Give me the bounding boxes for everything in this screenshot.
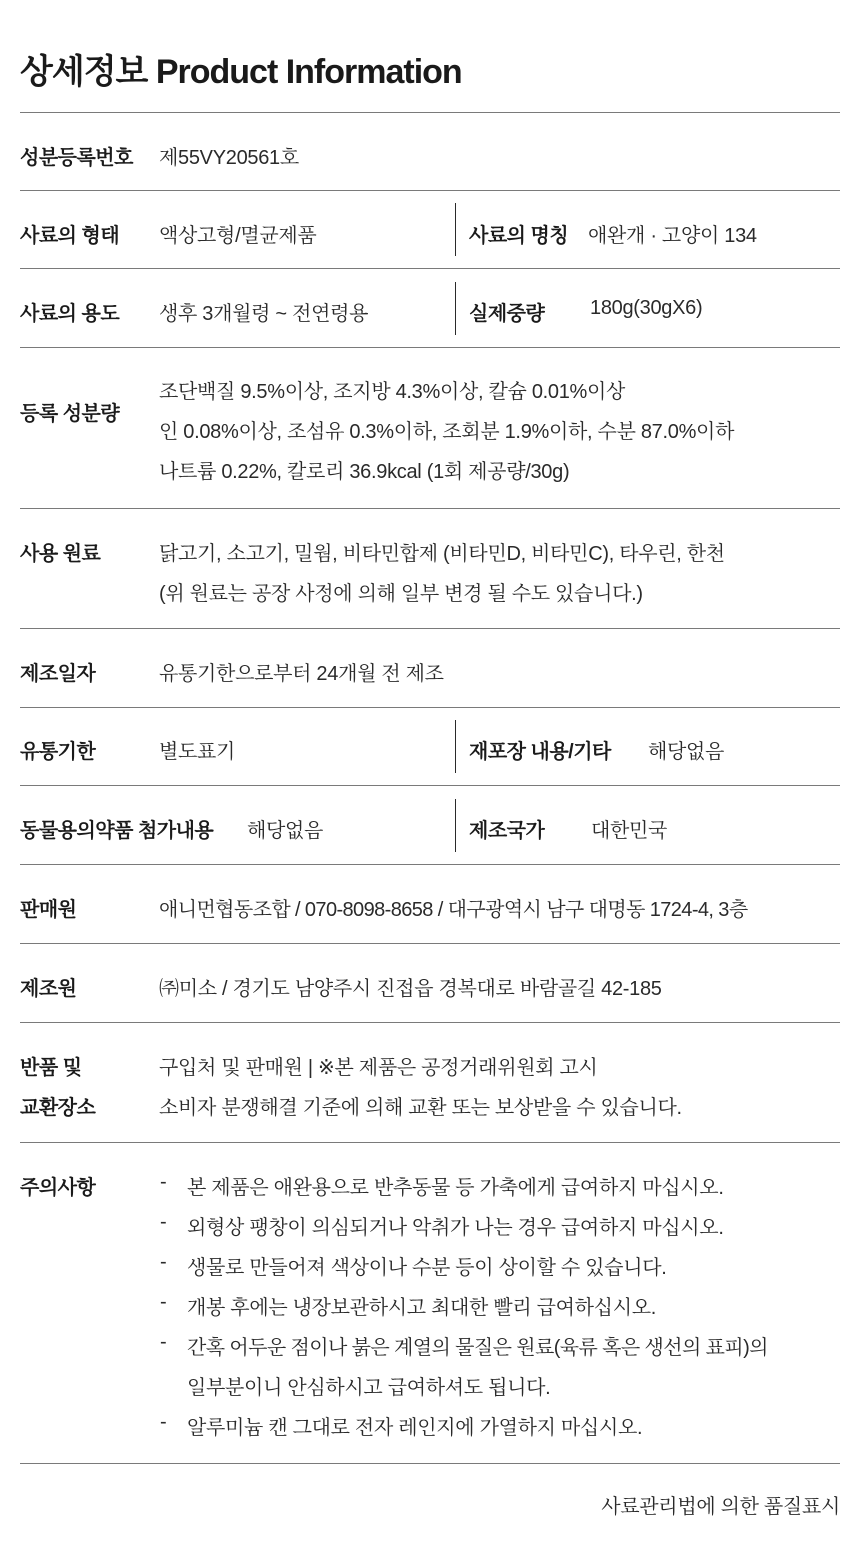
divider [20,1463,840,1464]
return-place-label: 교환장소 [20,1097,96,1119]
vet-drug-label: 동물용의약품 첨가내용 [20,820,214,842]
column-divider [455,282,456,335]
divider [20,347,840,348]
caution-item: 알루미늄 캔 그대로 전자 레인지에 가열하지 마십시오. [187,1417,643,1439]
divider [20,268,840,269]
feed-name-value: 애완개 · 고양이 134 [588,225,757,247]
registration-label: 성분등록번호 [20,147,133,169]
divider [20,785,840,786]
return-place-line: 소비자 분쟁해결 기준에 의해 교환 또는 보상받을 수 있습니다. [159,1097,682,1119]
net-weight-label: 실제중량 [469,303,545,325]
manufacture-date-label: 제조일자 [20,663,96,685]
registration-value: 제55VY20561호 [159,147,299,169]
expiry-label: 유통기한 [20,741,96,763]
divider [20,628,840,629]
country-label: 제조국가 [469,820,545,842]
divider [20,1142,840,1143]
divider [20,1022,840,1023]
return-place-label: 반품 및 [20,1057,82,1079]
raw-materials-line: (위 원료는 공장 사정에 의해 일부 변경 될 수도 있습니다.) [159,583,643,605]
bullet-dash: - [160,1291,167,1313]
feed-form-value: 액상고형/멸균제품 [159,225,317,247]
ingredients-amount-line: 조단백질 9.5%이상, 조지방 4.3%이상, 칼슘 0.01%이상 [159,381,626,403]
vet-drug-value: 해당없음 [247,820,324,842]
expiry-value: 별도표기 [159,741,236,763]
feed-usage-value: 생후 3개월령 ~ 전연령용 [159,303,369,325]
divider [20,112,840,113]
bullet-dash: - [160,1251,167,1273]
caution-item: 개봉 후에는 냉장보관하시고 최대한 빨리 급여하십시오. [187,1297,656,1319]
manufacturer-value: ㈜미소 / 경기도 남양주시 진접읍 경복대로 바람골길 42-185 [159,978,662,1000]
cautions-label: 주의사항 [20,1177,96,1199]
ingredients-amount-line: 나트륨 0.22%, 칼로리 36.9kcal (1회 제공량/30g) [159,461,570,483]
divider [20,190,840,191]
quality-label-footer: 사료관리법에 의한 품질표시 [601,1496,840,1518]
column-divider [455,799,456,852]
divider [20,508,840,509]
caution-item: 외형상 팽창이 의심되거나 악취가 나는 경우 급여하지 마십시오. [187,1217,724,1239]
divider [20,707,840,708]
column-divider [455,203,456,256]
bullet-dash: - [160,1411,167,1433]
net-weight-value: 180g(30gX6) [590,297,703,319]
caution-item-continuation: 일부분이니 안심하시고 급여하셔도 됩니다. [187,1377,551,1399]
return-place-line: 구입처 및 판매원 | ※본 제품은 공정거래위원회 고시 [159,1057,598,1079]
country-value: 대한민국 [591,820,668,842]
bullet-dash: - [160,1171,167,1193]
divider [20,943,840,944]
repackaging-value: 해당없음 [648,741,725,763]
raw-materials-line: 닭고기, 소고기, 밀웜, 비타민합제 (비타민D, 비타민C), 타우린, 한천 [159,543,725,565]
feed-usage-label: 사료의 용도 [20,303,120,325]
bullet-dash: - [160,1331,167,1353]
manufacturer-label: 제조원 [20,978,77,1000]
raw-materials-label: 사용 원료 [20,543,101,565]
feed-name-label: 사료의 명칭 [469,225,569,247]
manufacture-date-value: 유통기한으로부터 24개월 전 제조 [159,663,444,685]
seller-label: 판매원 [20,899,77,921]
caution-item: 간혹 어두운 점이나 붉은 계열의 물질은 원료(육류 혹은 생선의 표피)의 [187,1337,768,1359]
caution-item: 생물로 만들어져 색상이나 수분 등이 상이할 수 있습니다. [187,1257,667,1279]
page-title: 상세정보 Product Information [20,53,462,91]
bullet-dash: - [160,1211,167,1233]
divider [20,864,840,865]
seller-value: 애니먼협동조합 / 070-8098-8658 / 대구광역시 남구 대명동 1724-4, 3층 [159,899,748,921]
caution-item: 본 제품은 애완용으로 반추동물 등 가축에게 급여하지 마십시오. [187,1177,724,1199]
ingredients-amount-line: 인 0.08%이상, 조섬유 0.3%이하, 조회분 1.9%이하, 수분 87.0%이하 [159,421,735,443]
ingredients-amount-label: 등록 성분량 [20,403,120,425]
repackaging-label: 재포장 내용/기타 [469,741,611,763]
column-divider [455,720,456,773]
feed-form-label: 사료의 형태 [20,225,120,247]
